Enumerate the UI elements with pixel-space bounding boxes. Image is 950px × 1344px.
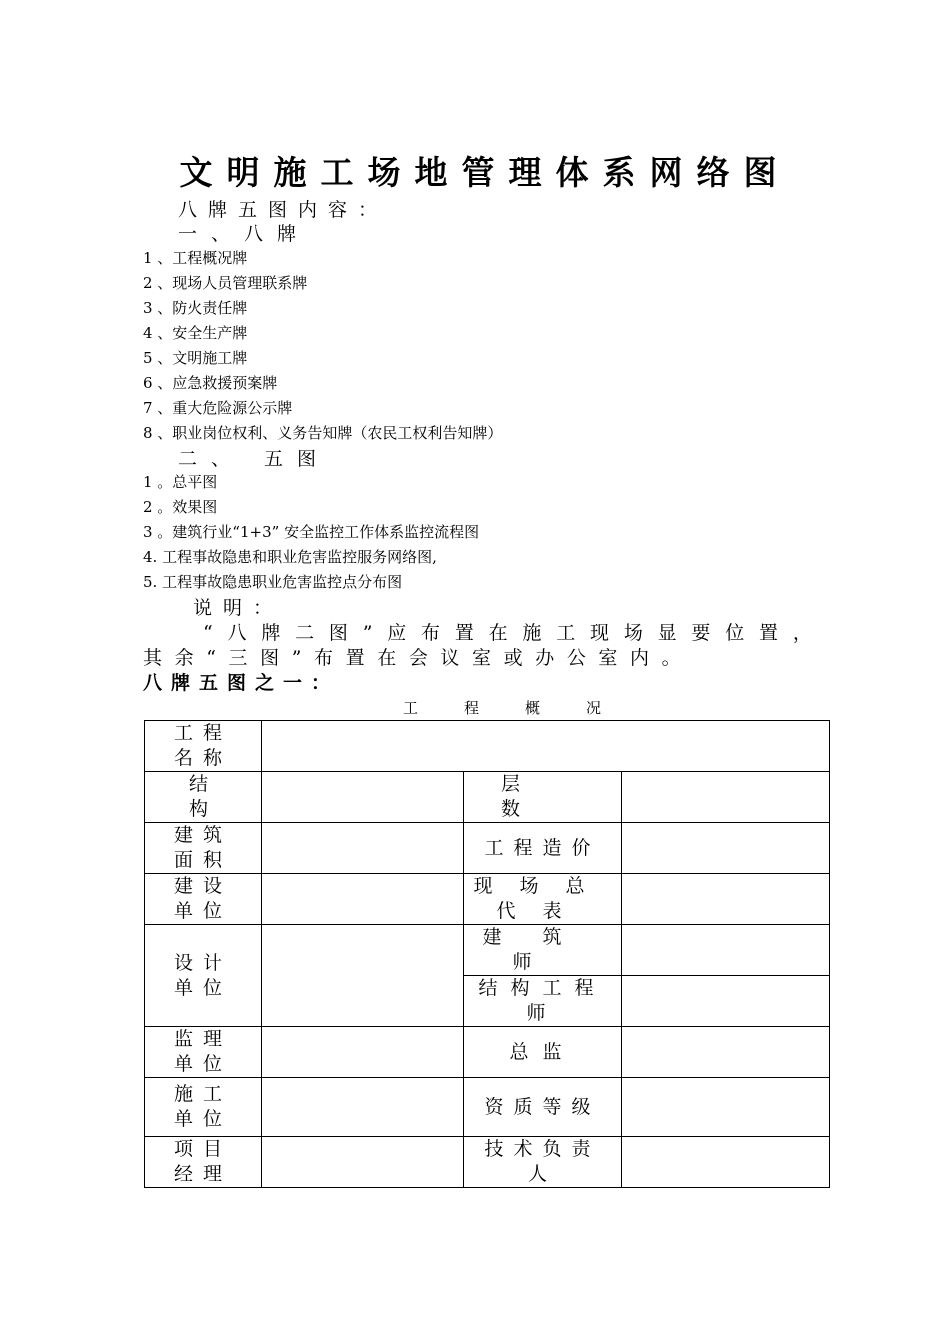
board-item: 2 、现场人员管理联系牌 — [143, 274, 308, 292]
table-caption: 工程概况 — [403, 699, 648, 717]
intro-heading: 八牌五图内容： — [178, 199, 389, 221]
label-project-name: 工程名称 — [145, 721, 262, 772]
value-floors[interactable] — [622, 772, 830, 823]
value-construction-unit[interactable] — [262, 1078, 464, 1137]
label-client-unit: 建设单位 — [145, 874, 262, 925]
value-building-area[interactable] — [262, 823, 464, 874]
label-technical-lead: 技术负责人 — [464, 1137, 622, 1188]
note-line-2: 其余“三图”布置在会议室或办公室内。 — [143, 647, 694, 669]
label-project-manager: 项目经理 — [145, 1137, 262, 1188]
value-structure[interactable] — [262, 772, 464, 823]
drawing-item: 3 。建筑行业“1+3” 安全监控工作体系监控流程图 — [143, 523, 480, 541]
value-site-rep[interactable] — [622, 874, 830, 925]
document-title: 文明施工场地管理体系网络图 — [179, 153, 791, 192]
label-qualification: 资质等级 — [464, 1078, 622, 1137]
label-site-rep: 现场总代表 — [464, 874, 622, 925]
value-design-unit[interactable] — [262, 925, 464, 1027]
value-qualification[interactable] — [622, 1078, 830, 1137]
section-heading-drawings: 二、 五图 — [178, 448, 331, 470]
label-design-unit: 设计单位 — [145, 925, 262, 1027]
board-item: 1 、工程概况牌 — [143, 249, 248, 267]
value-structural-engineer[interactable] — [622, 976, 830, 1027]
note-line-1: “八牌二图”应布置在施工现场显要位置， — [203, 622, 827, 644]
board-item: 5 、文明施工牌 — [143, 349, 248, 367]
drawing-item: 2 。效果图 — [143, 498, 218, 516]
drawing-item: 1 。总平图 — [143, 473, 218, 491]
value-technical-lead[interactable] — [622, 1137, 830, 1188]
label-project-cost: 工程造价 — [464, 823, 622, 874]
board-item: 7 、重大危险源公示牌 — [143, 399, 293, 417]
board-item: 8 、职业岗位权利、义务告知牌（农民工权利告知牌） — [143, 424, 503, 442]
subsection-title: 八牌五图之一： — [143, 672, 340, 694]
label-structural-engineer: 结构工程师 — [464, 976, 622, 1027]
drawing-item: 4. 工程事故隐患和职业危害监控服务网络图, — [143, 548, 437, 566]
board-item: 6 、应急救援预案牌 — [143, 374, 278, 392]
value-supervision-unit[interactable] — [262, 1027, 464, 1078]
project-overview-table — [144, 720, 830, 1188]
label-floors: 层数 — [464, 772, 622, 823]
value-chief-supervisor[interactable] — [622, 1027, 830, 1078]
label-building-area: 建筑面积 — [145, 823, 262, 874]
label-architect: 建筑师 — [464, 925, 622, 976]
value-project-name[interactable] — [262, 721, 830, 772]
value-client-unit[interactable] — [262, 874, 464, 925]
section-heading-boards: 一、八牌 — [178, 223, 311, 245]
label-structure: 结构 — [145, 772, 262, 823]
drawing-item: 5. 工程事故隐患职业危害监控点分布图 — [143, 573, 403, 591]
board-item: 3 、防火责任牌 — [143, 299, 248, 317]
note-label: 说明： — [193, 597, 284, 619]
value-project-cost[interactable] — [622, 823, 830, 874]
value-architect[interactable] — [622, 925, 830, 976]
label-supervision-unit: 监理单位 — [145, 1027, 262, 1078]
label-construction-unit: 施工单位 — [145, 1078, 262, 1137]
board-item: 4 、安全生产牌 — [143, 324, 248, 342]
label-chief-supervisor: 总监 — [464, 1027, 622, 1078]
value-project-manager[interactable] — [262, 1137, 464, 1188]
